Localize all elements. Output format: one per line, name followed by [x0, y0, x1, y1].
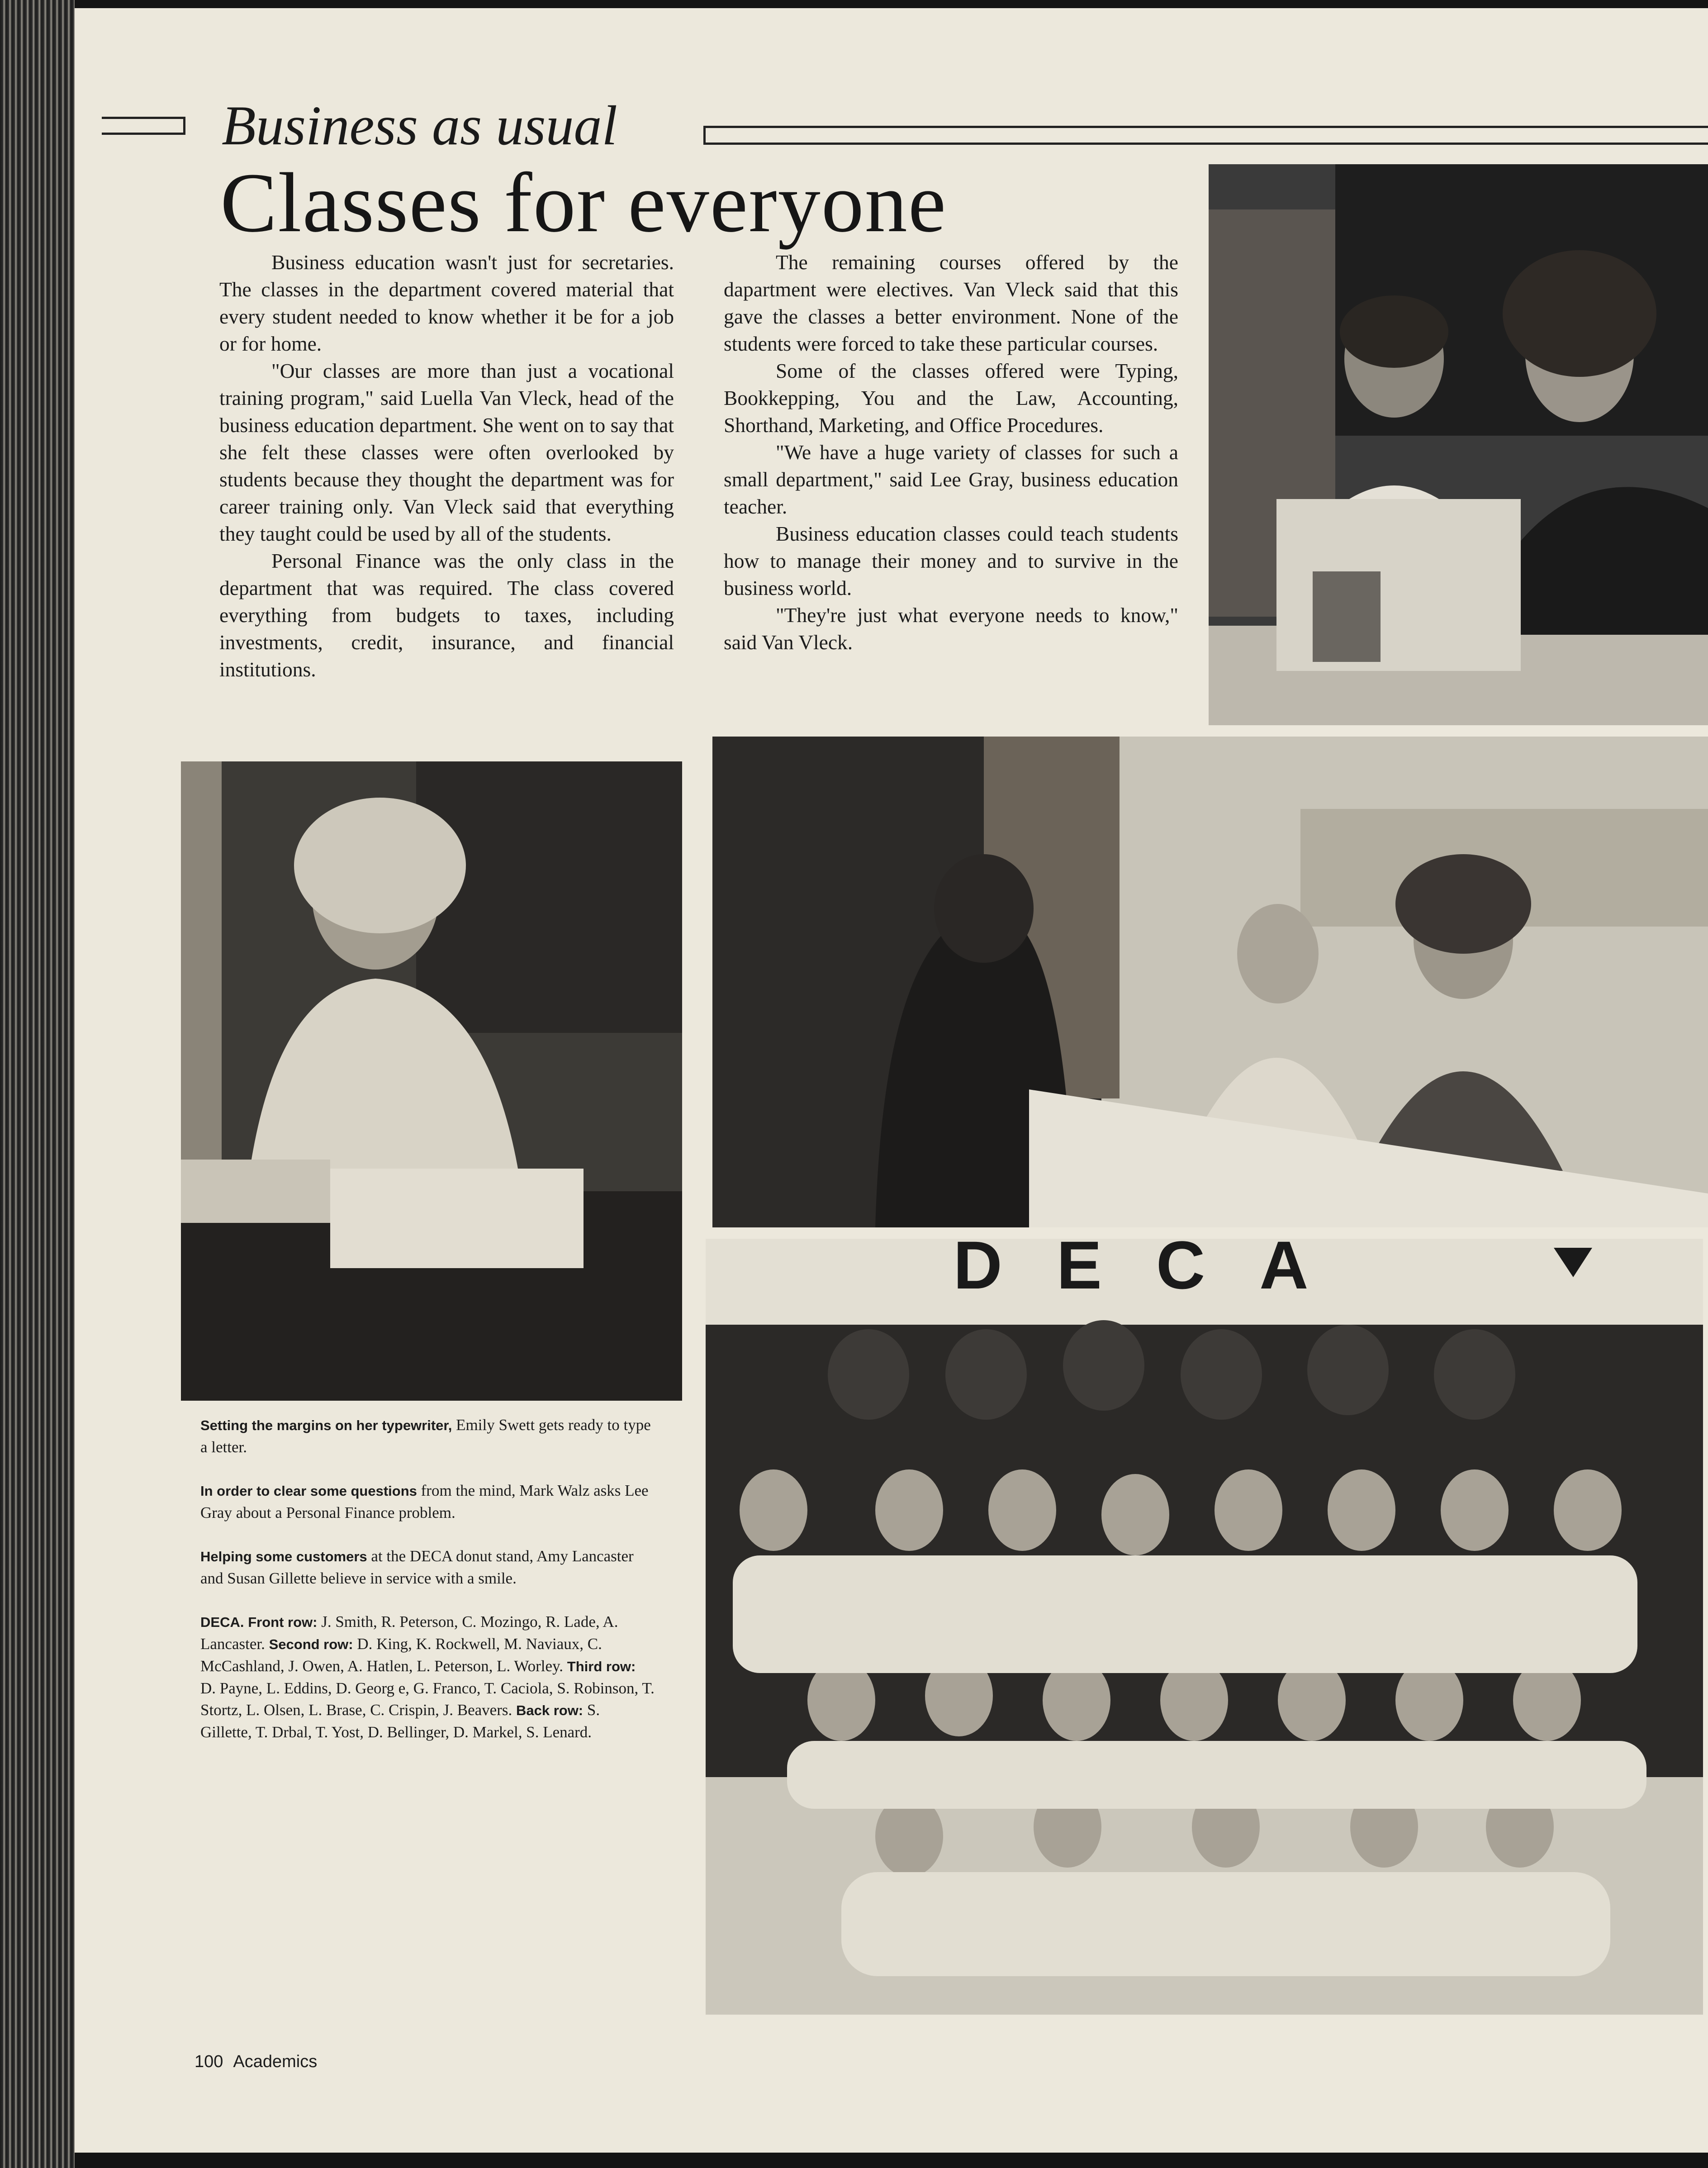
body-column-2: [724, 249, 1178, 656]
row-label: Second row:: [269, 1636, 353, 1652]
deca-banner-text: DECA: [953, 1239, 1363, 1303]
caption-deca-roster: [200, 1611, 655, 1743]
photo-donut-stand: [712, 737, 1708, 1227]
page-footer: [195, 2052, 317, 2072]
section-header: [75, 92, 1708, 164]
photo-deca-group: [706, 1239, 1703, 2015]
section-name: Academics: [233, 2052, 318, 2071]
row-label: Third row:: [567, 1659, 636, 1674]
header-rule-left: [102, 117, 185, 135]
caption-donut-stand: [200, 1545, 655, 1589]
caption-typewriter: [200, 1414, 655, 1458]
body-column-1: [219, 249, 674, 683]
header-rule-right: [703, 126, 1708, 145]
row-names: J. Smith, R. Peterson, C. Mozingo, R. Lade, A. Lancaster.: [200, 1613, 618, 1653]
section-title: Business as usual: [222, 95, 617, 157]
caption-lead: Setting the margins on her typewriter,: [200, 1417, 452, 1433]
body-paragraph: Business education wasn't just for secretaries. The classes in the department covered material that every student needed to know whether it be for a job or for home.: [219, 251, 674, 355]
body-paragraph: "We have a huge variety of classes for such a small department," said Lee Gray, business education teacher.: [724, 441, 1178, 518]
caption-text: at the DECA donut stand, Amy Lancaster and Susan Gillette believe in service with a smile.: [200, 1547, 634, 1587]
caption-lead: In order to clear some questions: [200, 1483, 417, 1499]
page-number: 100: [195, 2052, 223, 2071]
caption-lead: Helping some customers: [200, 1549, 367, 1564]
yearbook-page: [75, 8, 1708, 2153]
row-label: Front row:: [248, 1614, 318, 1630]
photo-typewriter: [181, 761, 682, 1401]
body-paragraph: Personal Finance was the only class in the department that was required. The class covered everything from budgets to taxes, including investments, credit, insurance, and financial institutions.: [219, 549, 674, 681]
row-label: Back row:: [516, 1702, 584, 1718]
book-binding: [0, 0, 75, 2168]
caption-personal-finance: [200, 1480, 655, 1524]
caption-lead: DECA.: [200, 1614, 244, 1630]
row-names: D. King, K. Rockwell, M. Naviaux, C. McCashland, J. Owen, A. Hatlen, L. Peterson, L. Worley.: [200, 1635, 602, 1675]
page-headline: Classes for everyone: [220, 155, 947, 250]
photo-student-and-teacher: [1209, 164, 1708, 725]
body-paragraph: Some of the classes offered were Typing, Bookkepping, You and the Law, Accounting, Shorthand, Marketing, and Office Procedures.: [724, 359, 1178, 437]
body-paragraph: "Our classes are more than just a vocational training program," said Luella Van Vleck, head of the business education department. She went on to say that she felt these classes were often overlooked by students because they thought the department was for career training only. Van Vleck said that everything they taught could be used by all of the students.: [219, 359, 674, 545]
body-paragraph: The remaining courses offered by the dapartment were electives. Van Vleck said that this gave the classes a better environment. None of the students were forced to take these particular courses.: [724, 251, 1178, 355]
caption-text: Emily Swett gets ready to type a letter.: [200, 1416, 651, 1456]
row-names: D. Payne, L. Eddins, D. Georg e, G. Franco, T. Caciola, S. Robinson, T. Stortz, L. Olsen, L. Brase, C. Crispin, J. Beavers.: [200, 1679, 655, 1719]
body-paragraph: "They're just what everyone needs to know," said Van Vleck.: [724, 604, 1178, 654]
photo-captions: [200, 1414, 655, 1765]
row-names: S. Gillette, T. Drbal, T. Yost, D. Bellinger, D. Markel, S. Lenard.: [200, 1701, 600, 1741]
body-paragraph: Business education classes could teach students how to manage their money and to survive in the business world.: [724, 522, 1178, 599]
caption-text: from the mind, Mark Walz asks Lee Gray about a Personal Finance problem.: [200, 1482, 649, 1521]
